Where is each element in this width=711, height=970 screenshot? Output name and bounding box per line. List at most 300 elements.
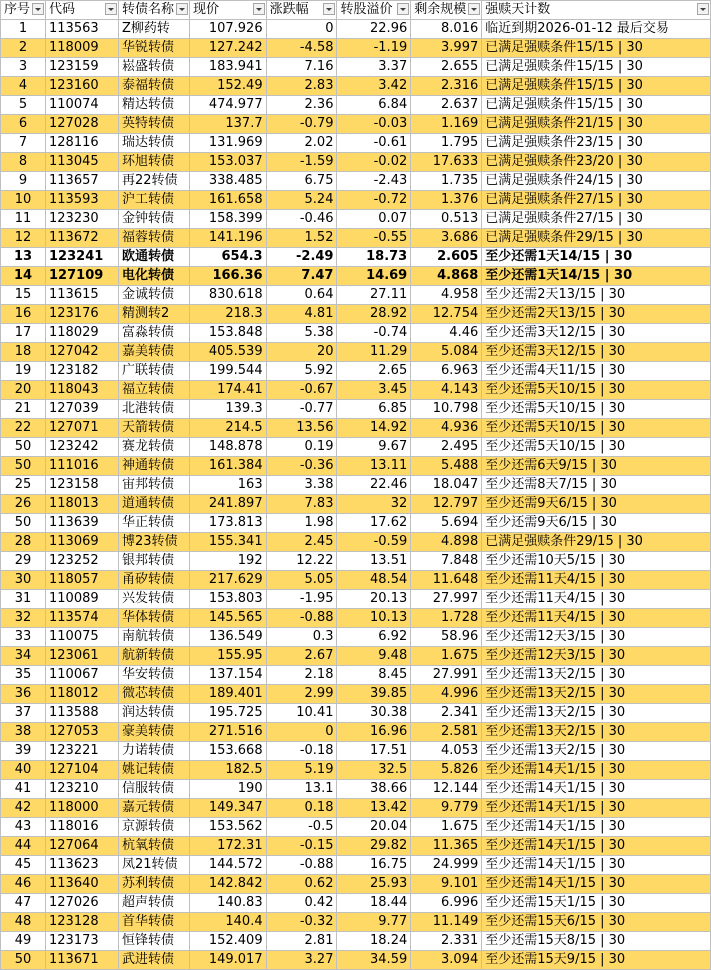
cell-change[interactable]: 13.1: [266, 780, 337, 799]
cell-change[interactable]: 0.64: [266, 286, 337, 305]
cell-redeem-status[interactable]: 至少还需5天10/15 | 30: [482, 400, 711, 419]
cell-redeem-status[interactable]: 至少还需11天4/15 | 30: [482, 609, 711, 628]
cell-size[interactable]: 17.633: [411, 153, 482, 172]
cell-bond-name[interactable]: 航新转债: [118, 647, 189, 666]
cell-price[interactable]: 192: [190, 552, 267, 571]
filter-dropdown-icon[interactable]: [105, 3, 117, 15]
cell-redeem-status[interactable]: 至少还需3天12/15 | 30: [482, 324, 711, 343]
cell-code[interactable]: 127039: [46, 400, 119, 419]
cell-price[interactable]: 217.629: [190, 571, 267, 590]
cell-premium[interactable]: 13.11: [337, 457, 411, 476]
cell-premium[interactable]: -0.72: [337, 191, 411, 210]
cell-seq[interactable]: 43: [1, 818, 46, 837]
cell-price[interactable]: 654.3: [190, 248, 267, 267]
cell-premium[interactable]: 32: [337, 495, 411, 514]
cell-bond-name[interactable]: 兴发转债: [118, 590, 189, 609]
cell-bond-name[interactable]: 瑞达转债: [118, 134, 189, 153]
cell-redeem-status[interactable]: 临近到期2026-01-12 最后交易: [482, 20, 711, 39]
cell-premium[interactable]: 22.46: [337, 476, 411, 495]
cell-seq[interactable]: 19: [1, 362, 46, 381]
cell-change[interactable]: -2.49: [266, 248, 337, 267]
cell-code[interactable]: 123128: [46, 913, 119, 932]
cell-bond-name[interactable]: 武进转债: [118, 951, 189, 970]
cell-price[interactable]: 183.941: [190, 58, 267, 77]
cell-redeem-status[interactable]: 至少还需15天6/15 | 30: [482, 913, 711, 932]
cell-redeem-status[interactable]: 已满足强赎条件21/15 | 30: [482, 115, 711, 134]
cell-size[interactable]: 3.997: [411, 39, 482, 58]
filter-dropdown-icon[interactable]: [697, 3, 709, 15]
cell-price[interactable]: 158.399: [190, 210, 267, 229]
cell-seq[interactable]: 31: [1, 590, 46, 609]
cell-change[interactable]: 10.41: [266, 704, 337, 723]
cell-size[interactable]: 5.084: [411, 343, 482, 362]
cell-code[interactable]: 110089: [46, 590, 119, 609]
cell-seq[interactable]: 40: [1, 761, 46, 780]
cell-bond-name[interactable]: 英特转债: [118, 115, 189, 134]
cell-code[interactable]: 123221: [46, 742, 119, 761]
cell-bond-name[interactable]: 金诚转债: [118, 286, 189, 305]
cell-redeem-status[interactable]: 已满足强赎条件23/20 | 30: [482, 153, 711, 172]
cell-size[interactable]: 4.958: [411, 286, 482, 305]
cell-premium[interactable]: 39.85: [337, 685, 411, 704]
cell-seq[interactable]: 14: [1, 267, 46, 286]
cell-code[interactable]: 123242: [46, 438, 119, 457]
cell-price[interactable]: 107.926: [190, 20, 267, 39]
cell-change[interactable]: 0: [266, 20, 337, 39]
cell-change[interactable]: -1.95: [266, 590, 337, 609]
cell-price[interactable]: 405.539: [190, 343, 267, 362]
cell-bond-name[interactable]: 华安转债: [118, 666, 189, 685]
cell-seq[interactable]: 37: [1, 704, 46, 723]
cell-change[interactable]: 0.3: [266, 628, 337, 647]
filter-dropdown-icon[interactable]: [253, 3, 265, 15]
cell-seq[interactable]: 20: [1, 381, 46, 400]
cell-code[interactable]: 113623: [46, 856, 119, 875]
cell-change[interactable]: 2.36: [266, 96, 337, 115]
cell-price[interactable]: 153.037: [190, 153, 267, 172]
cell-seq[interactable]: 4: [1, 77, 46, 96]
cell-price[interactable]: 173.813: [190, 514, 267, 533]
filter-dropdown-icon[interactable]: [323, 3, 335, 15]
cell-premium[interactable]: 8.45: [337, 666, 411, 685]
cell-redeem-status[interactable]: 已满足强赎条件23/15 | 30: [482, 134, 711, 153]
cell-price[interactable]: 149.017: [190, 951, 267, 970]
cell-size[interactable]: 8.016: [411, 20, 482, 39]
cell-code[interactable]: 123182: [46, 362, 119, 381]
cell-code[interactable]: 113069: [46, 533, 119, 552]
cell-price[interactable]: 149.347: [190, 799, 267, 818]
cell-code[interactable]: 118029: [46, 324, 119, 343]
cell-change[interactable]: 7.16: [266, 58, 337, 77]
cell-seq[interactable]: 29: [1, 552, 46, 571]
cell-code[interactable]: 113671: [46, 951, 119, 970]
cell-price[interactable]: 338.485: [190, 172, 267, 191]
cell-size[interactable]: 18.047: [411, 476, 482, 495]
cell-code[interactable]: 118043: [46, 381, 119, 400]
cell-seq[interactable]: 18: [1, 343, 46, 362]
cell-redeem-status[interactable]: 至少还需13天2/15 | 30: [482, 723, 711, 742]
cell-bond-name[interactable]: 超声转债: [118, 894, 189, 913]
cell-bond-name[interactable]: 天箭转债: [118, 419, 189, 438]
cell-bond-name[interactable]: 金钟转债: [118, 210, 189, 229]
cell-code[interactable]: 113593: [46, 191, 119, 210]
cell-premium[interactable]: 6.92: [337, 628, 411, 647]
cell-bond-name[interactable]: 恒锋转债: [118, 932, 189, 951]
cell-redeem-status[interactable]: 至少还需12天3/15 | 30: [482, 647, 711, 666]
cell-size[interactable]: 1.728: [411, 609, 482, 628]
cell-size[interactable]: 2.655: [411, 58, 482, 77]
cell-premium[interactable]: 13.42: [337, 799, 411, 818]
cell-premium[interactable]: 6.85: [337, 400, 411, 419]
cell-code[interactable]: 127028: [46, 115, 119, 134]
cell-change[interactable]: -0.36: [266, 457, 337, 476]
cell-seq[interactable]: 33: [1, 628, 46, 647]
cell-seq[interactable]: 38: [1, 723, 46, 742]
cell-redeem-status[interactable]: 至少还需14天1/15 | 30: [482, 875, 711, 894]
cell-size[interactable]: 4.898: [411, 533, 482, 552]
cell-price[interactable]: 172.31: [190, 837, 267, 856]
cell-price[interactable]: 218.3: [190, 305, 267, 324]
cell-code[interactable]: 118013: [46, 495, 119, 514]
cell-seq[interactable]: 26: [1, 495, 46, 514]
cell-bond-name[interactable]: 环旭转债: [118, 153, 189, 172]
cell-price[interactable]: 144.572: [190, 856, 267, 875]
cell-price[interactable]: 141.196: [190, 229, 267, 248]
cell-code[interactable]: 127109: [46, 267, 119, 286]
cell-seq[interactable]: 25: [1, 476, 46, 495]
cell-redeem-status[interactable]: 至少还需15天8/15 | 30: [482, 932, 711, 951]
cell-premium[interactable]: 3.42: [337, 77, 411, 96]
cell-seq[interactable]: 16: [1, 305, 46, 324]
cell-code[interactable]: 113657: [46, 172, 119, 191]
cell-size[interactable]: 2.605: [411, 248, 482, 267]
cell-bond-name[interactable]: 嘉元转债: [118, 799, 189, 818]
cell-seq[interactable]: 17: [1, 324, 46, 343]
cell-price[interactable]: 174.41: [190, 381, 267, 400]
cell-premium[interactable]: 14.92: [337, 419, 411, 438]
cell-bond-name[interactable]: 甬矽转债: [118, 571, 189, 590]
cell-premium[interactable]: 18.44: [337, 894, 411, 913]
cell-size[interactable]: 2.341: [411, 704, 482, 723]
cell-seq[interactable]: 8: [1, 153, 46, 172]
cell-change[interactable]: 4.81: [266, 305, 337, 324]
cell-change[interactable]: 3.27: [266, 951, 337, 970]
cell-change[interactable]: 5.38: [266, 324, 337, 343]
cell-redeem-status[interactable]: 已满足强赎条件15/15 | 30: [482, 77, 711, 96]
cell-seq[interactable]: 42: [1, 799, 46, 818]
cell-size[interactable]: 24.999: [411, 856, 482, 875]
header-premium[interactable]: [337, 1, 411, 20]
cell-change[interactable]: 5.92: [266, 362, 337, 381]
cell-redeem-status[interactable]: 至少还需13天2/15 | 30: [482, 742, 711, 761]
filter-dropdown-icon[interactable]: [176, 3, 188, 15]
cell-redeem-status[interactable]: 至少还需11天4/15 | 30: [482, 571, 711, 590]
cell-premium[interactable]: -2.43: [337, 172, 411, 191]
cell-redeem-status[interactable]: 至少还需13天2/15 | 30: [482, 704, 711, 723]
cell-size[interactable]: 58.96: [411, 628, 482, 647]
cell-code[interactable]: 113615: [46, 286, 119, 305]
cell-redeem-status[interactable]: 已满足强赎条件15/15 | 30: [482, 39, 711, 58]
cell-code[interactable]: 127053: [46, 723, 119, 742]
cell-bond-name[interactable]: 南航转债: [118, 628, 189, 647]
cell-redeem-status[interactable]: 至少还需2天13/15 | 30: [482, 305, 711, 324]
cell-bond-name[interactable]: 富淼转债: [118, 324, 189, 343]
cell-premium[interactable]: 3.37: [337, 58, 411, 77]
cell-premium[interactable]: 18.73: [337, 248, 411, 267]
cell-bond-name[interactable]: 华锐转债: [118, 39, 189, 58]
cell-bond-name[interactable]: 再22转债: [118, 172, 189, 191]
cell-bond-name[interactable]: 苏利转债: [118, 875, 189, 894]
cell-redeem-status[interactable]: 至少还需14天1/15 | 30: [482, 818, 711, 837]
cell-code[interactable]: 123241: [46, 248, 119, 267]
cell-change[interactable]: 2.67: [266, 647, 337, 666]
cell-seq[interactable]: 21: [1, 400, 46, 419]
cell-price[interactable]: 182.5: [190, 761, 267, 780]
cell-premium[interactable]: -0.61: [337, 134, 411, 153]
cell-code[interactable]: 127042: [46, 343, 119, 362]
cell-price[interactable]: 153.848: [190, 324, 267, 343]
cell-change[interactable]: 5.05: [266, 571, 337, 590]
cell-seq[interactable]: 12: [1, 229, 46, 248]
cell-size[interactable]: 4.996: [411, 685, 482, 704]
cell-code[interactable]: 111016: [46, 457, 119, 476]
cell-bond-name[interactable]: 杭氧转债: [118, 837, 189, 856]
cell-price[interactable]: 214.5: [190, 419, 267, 438]
cell-price[interactable]: 137.7: [190, 115, 267, 134]
cell-premium[interactable]: 16.75: [337, 856, 411, 875]
cell-bond-name[interactable]: 崧盛转债: [118, 58, 189, 77]
cell-bond-name[interactable]: 华正转债: [118, 514, 189, 533]
cell-code[interactable]: 113563: [46, 20, 119, 39]
cell-price[interactable]: 127.242: [190, 39, 267, 58]
cell-bond-name[interactable]: 姚记转债: [118, 761, 189, 780]
cell-redeem-status[interactable]: 至少还需5天10/15 | 30: [482, 438, 711, 457]
cell-redeem-status[interactable]: 至少还需14天1/15 | 30: [482, 856, 711, 875]
cell-seq[interactable]: 48: [1, 913, 46, 932]
cell-premium[interactable]: 10.13: [337, 609, 411, 628]
cell-price[interactable]: 136.549: [190, 628, 267, 647]
cell-change[interactable]: 0.18: [266, 799, 337, 818]
cell-redeem-status[interactable]: 至少还需3天12/15 | 30: [482, 343, 711, 362]
cell-bond-name[interactable]: 首华转债: [118, 913, 189, 932]
cell-bond-name[interactable]: 神通转债: [118, 457, 189, 476]
cell-change[interactable]: 13.56: [266, 419, 337, 438]
cell-code[interactable]: 118012: [46, 685, 119, 704]
cell-price[interactable]: 145.565: [190, 609, 267, 628]
cell-premium[interactable]: 20.04: [337, 818, 411, 837]
cell-premium[interactable]: -0.03: [337, 115, 411, 134]
cell-redeem-status[interactable]: 已满足强赎条件27/15 | 30: [482, 191, 711, 210]
cell-redeem-status[interactable]: 已满足强赎条件29/15 | 30: [482, 229, 711, 248]
cell-premium[interactable]: 20.13: [337, 590, 411, 609]
cell-size[interactable]: 27.997: [411, 590, 482, 609]
header-name[interactable]: [118, 1, 189, 20]
cell-change[interactable]: -0.79: [266, 115, 337, 134]
cell-change[interactable]: 0.19: [266, 438, 337, 457]
cell-size[interactable]: 6.996: [411, 894, 482, 913]
cell-bond-name[interactable]: 广联转债: [118, 362, 189, 381]
cell-price[interactable]: 153.668: [190, 742, 267, 761]
cell-change[interactable]: 0.42: [266, 894, 337, 913]
cell-redeem-status[interactable]: 至少还需9天6/15 | 30: [482, 495, 711, 514]
cell-change[interactable]: 2.81: [266, 932, 337, 951]
cell-size[interactable]: 6.963: [411, 362, 482, 381]
cell-price[interactable]: 190: [190, 780, 267, 799]
cell-premium[interactable]: 16.96: [337, 723, 411, 742]
cell-redeem-status[interactable]: 已满足强赎条件24/15 | 30: [482, 172, 711, 191]
cell-size[interactable]: 4.936: [411, 419, 482, 438]
cell-premium[interactable]: 0.07: [337, 210, 411, 229]
cell-price[interactable]: 153.803: [190, 590, 267, 609]
cell-redeem-status[interactable]: 至少还需15天9/15 | 30: [482, 951, 711, 970]
cell-redeem-status[interactable]: 至少还需8天7/15 | 30: [482, 476, 711, 495]
filter-dropdown-icon[interactable]: [32, 3, 44, 15]
cell-price[interactable]: 155.341: [190, 533, 267, 552]
cell-bond-name[interactable]: 凤21转债: [118, 856, 189, 875]
cell-seq[interactable]: 50: [1, 438, 46, 457]
cell-premium[interactable]: 29.82: [337, 837, 411, 856]
cell-change[interactable]: 6.75: [266, 172, 337, 191]
cell-size[interactable]: 4.46: [411, 324, 482, 343]
cell-price[interactable]: 155.95: [190, 647, 267, 666]
cell-bond-name[interactable]: 精达转债: [118, 96, 189, 115]
cell-seq[interactable]: 10: [1, 191, 46, 210]
header-change[interactable]: [266, 1, 337, 20]
cell-premium[interactable]: 6.84: [337, 96, 411, 115]
cell-code[interactable]: 123173: [46, 932, 119, 951]
cell-code[interactable]: 127104: [46, 761, 119, 780]
cell-code[interactable]: 113639: [46, 514, 119, 533]
cell-size[interactable]: 5.694: [411, 514, 482, 533]
cell-change[interactable]: 2.99: [266, 685, 337, 704]
cell-code[interactable]: 113574: [46, 609, 119, 628]
cell-seq[interactable]: 46: [1, 875, 46, 894]
cell-change[interactable]: 2.45: [266, 533, 337, 552]
header-size[interactable]: [411, 1, 482, 20]
cell-bond-name[interactable]: 电化转债: [118, 267, 189, 286]
cell-change[interactable]: 0: [266, 723, 337, 742]
cell-price[interactable]: 152.49: [190, 77, 267, 96]
cell-price[interactable]: 148.878: [190, 438, 267, 457]
cell-redeem-status[interactable]: 至少还需2天13/15 | 30: [482, 286, 711, 305]
cell-seq[interactable]: 47: [1, 894, 46, 913]
cell-size[interactable]: 4.053: [411, 742, 482, 761]
cell-code[interactable]: 127064: [46, 837, 119, 856]
cell-premium[interactable]: 30.38: [337, 704, 411, 723]
cell-change[interactable]: 3.38: [266, 476, 337, 495]
cell-price[interactable]: 195.725: [190, 704, 267, 723]
cell-price[interactable]: 140.4: [190, 913, 267, 932]
cell-code[interactable]: 113045: [46, 153, 119, 172]
cell-redeem-status[interactable]: 至少还需1天14/15 | 30: [482, 267, 711, 286]
cell-code[interactable]: 123230: [46, 210, 119, 229]
cell-premium[interactable]: 2.65: [337, 362, 411, 381]
cell-size[interactable]: 2.495: [411, 438, 482, 457]
cell-size[interactable]: 7.848: [411, 552, 482, 571]
cell-redeem-status[interactable]: 已满足强赎条件15/15 | 30: [482, 96, 711, 115]
cell-premium[interactable]: -0.55: [337, 229, 411, 248]
cell-redeem-status[interactable]: 至少还需13天2/15 | 30: [482, 666, 711, 685]
cell-bond-name[interactable]: 宙邦转债: [118, 476, 189, 495]
cell-seq[interactable]: 41: [1, 780, 46, 799]
cell-redeem-status[interactable]: 至少还需4天11/15 | 30: [482, 362, 711, 381]
cell-bond-name[interactable]: 道通转债: [118, 495, 189, 514]
cell-seq[interactable]: 32: [1, 609, 46, 628]
cell-price[interactable]: 199.544: [190, 362, 267, 381]
cell-bond-name[interactable]: 北港转债: [118, 400, 189, 419]
cell-code[interactable]: 113640: [46, 875, 119, 894]
cell-bond-name[interactable]: 精测转2: [118, 305, 189, 324]
cell-change[interactable]: 20: [266, 343, 337, 362]
cell-code[interactable]: 110067: [46, 666, 119, 685]
cell-seq[interactable]: 35: [1, 666, 46, 685]
cell-size[interactable]: 11.648: [411, 571, 482, 590]
cell-code[interactable]: 118057: [46, 571, 119, 590]
cell-price[interactable]: 271.516: [190, 723, 267, 742]
cell-premium[interactable]: 14.69: [337, 267, 411, 286]
cell-code[interactable]: 123252: [46, 552, 119, 571]
cell-change[interactable]: 1.52: [266, 229, 337, 248]
cell-redeem-status[interactable]: 至少还需12天3/15 | 30: [482, 628, 711, 647]
cell-change[interactable]: 2.83: [266, 77, 337, 96]
cell-seq[interactable]: 30: [1, 571, 46, 590]
cell-redeem-status[interactable]: 已满足强赎条件29/15 | 30: [482, 533, 711, 552]
cell-seq[interactable]: 1: [1, 20, 46, 39]
cell-change[interactable]: -0.46: [266, 210, 337, 229]
cell-change[interactable]: -0.18: [266, 742, 337, 761]
cell-premium[interactable]: -0.74: [337, 324, 411, 343]
cell-code[interactable]: 123176: [46, 305, 119, 324]
cell-size[interactable]: 2.581: [411, 723, 482, 742]
cell-bond-name[interactable]: 沪工转债: [118, 191, 189, 210]
cell-price[interactable]: 137.154: [190, 666, 267, 685]
cell-price[interactable]: 830.618: [190, 286, 267, 305]
cell-code[interactable]: 123061: [46, 647, 119, 666]
cell-size[interactable]: 5.488: [411, 457, 482, 476]
cell-bond-name[interactable]: 欧通转债: [118, 248, 189, 267]
cell-bond-name[interactable]: 微芯转债: [118, 685, 189, 704]
cell-premium[interactable]: 17.51: [337, 742, 411, 761]
cell-change[interactable]: -0.5: [266, 818, 337, 837]
cell-size[interactable]: 1.376: [411, 191, 482, 210]
cell-redeem-status[interactable]: 至少还需10天5/15 | 30: [482, 552, 711, 571]
cell-size[interactable]: 27.991: [411, 666, 482, 685]
cell-code[interactable]: 127071: [46, 419, 119, 438]
cell-seq[interactable]: 11: [1, 210, 46, 229]
cell-seq[interactable]: 45: [1, 856, 46, 875]
cell-seq[interactable]: 44: [1, 837, 46, 856]
cell-size[interactable]: 1.795: [411, 134, 482, 153]
cell-price[interactable]: 161.384: [190, 457, 267, 476]
cell-change[interactable]: -0.67: [266, 381, 337, 400]
cell-redeem-status[interactable]: 已满足强赎条件27/15 | 30: [482, 210, 711, 229]
cell-premium[interactable]: 28.92: [337, 305, 411, 324]
cell-premium[interactable]: 18.24: [337, 932, 411, 951]
cell-price[interactable]: 241.897: [190, 495, 267, 514]
cell-size[interactable]: 1.735: [411, 172, 482, 191]
cell-code[interactable]: 123210: [46, 780, 119, 799]
cell-price[interactable]: 189.401: [190, 685, 267, 704]
header-redeem-count[interactable]: [482, 1, 711, 20]
cell-seq[interactable]: 34: [1, 647, 46, 666]
cell-size[interactable]: 12.797: [411, 495, 482, 514]
cell-redeem-status[interactable]: 至少还需14天1/15 | 30: [482, 799, 711, 818]
cell-redeem-status[interactable]: 至少还需14天1/15 | 30: [482, 761, 711, 780]
cell-premium[interactable]: 34.59: [337, 951, 411, 970]
cell-size[interactable]: 2.637: [411, 96, 482, 115]
cell-redeem-status[interactable]: 至少还需11天4/15 | 30: [482, 590, 711, 609]
cell-size[interactable]: 0.513: [411, 210, 482, 229]
